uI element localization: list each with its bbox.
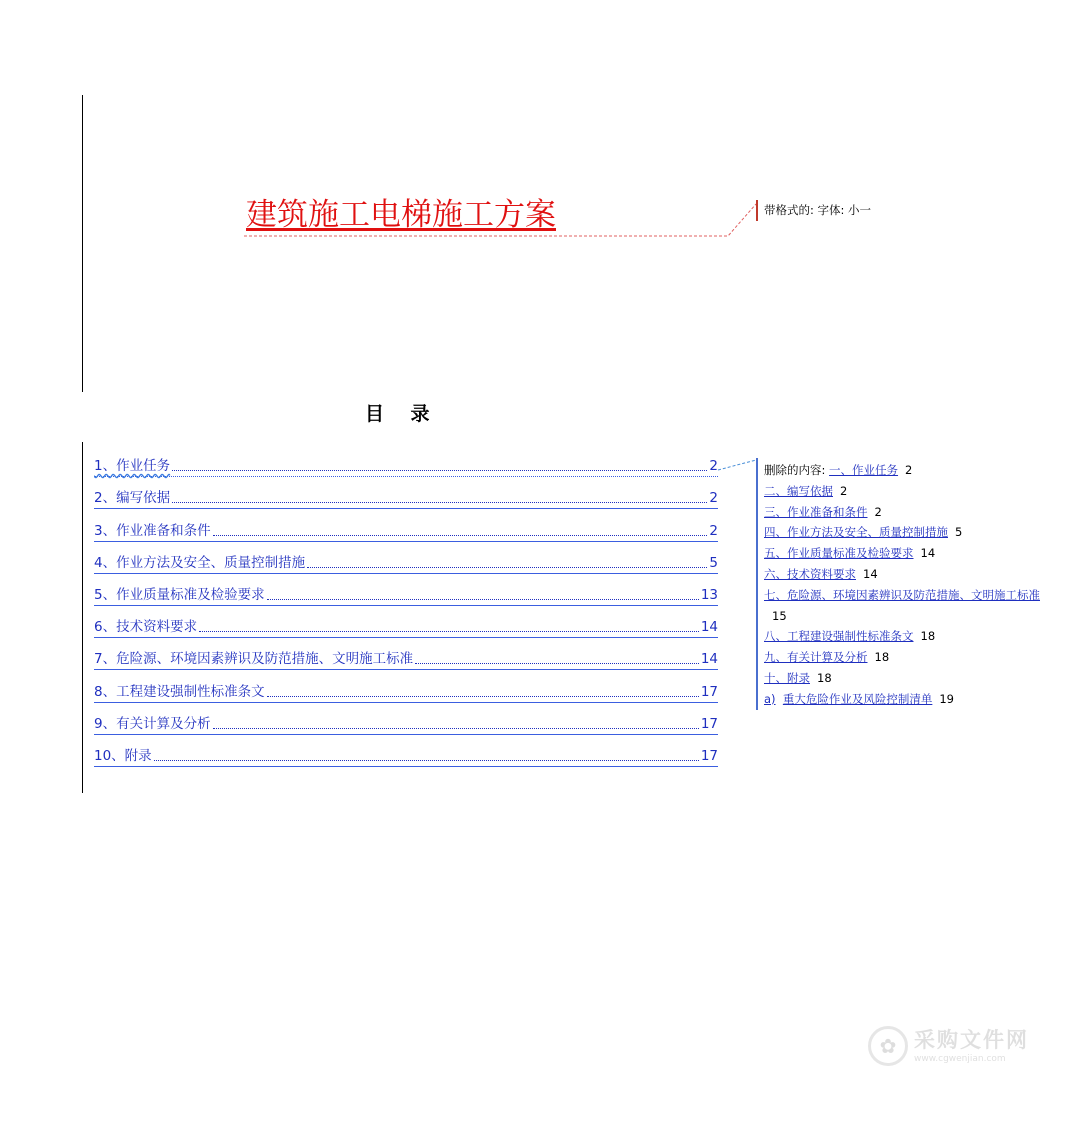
watermark-url: www.cgwenjian.com bbox=[914, 1054, 1006, 1064]
deleted-item[interactable] bbox=[764, 543, 1040, 564]
toc-row[interactable] bbox=[94, 644, 718, 676]
deleted-item-text: 十、附录 bbox=[764, 670, 810, 685]
toc-dot-leader bbox=[267, 696, 699, 697]
document-title[interactable]: 建筑施工电梯施工方案 bbox=[246, 197, 556, 233]
toc-row[interactable] bbox=[94, 483, 718, 515]
toc-dot-leader bbox=[213, 728, 699, 729]
deleted-item-page: 18 bbox=[920, 629, 936, 644]
deleted-item-page: 14 bbox=[920, 546, 936, 561]
deleted-item-text: 三、作业准备和条件 bbox=[764, 504, 868, 519]
toc-page-number: 2 bbox=[709, 522, 718, 539]
toc-page-number: 17 bbox=[700, 747, 718, 764]
toc-page-number: 5 bbox=[709, 554, 718, 571]
deleted-leader-line bbox=[718, 460, 756, 470]
toc-page-number: 14 bbox=[700, 651, 718, 668]
deleted-item-page: 2 bbox=[905, 463, 913, 477]
toc-row[interactable] bbox=[94, 709, 718, 741]
change-bar-top bbox=[82, 95, 83, 392]
deleted-subitem[interactable] bbox=[764, 689, 1040, 710]
toc-dot-leader bbox=[154, 760, 699, 761]
toc-page-number: 14 bbox=[700, 619, 718, 636]
toc-page-number: 2 bbox=[709, 458, 718, 475]
toc-dot-leader bbox=[172, 502, 707, 503]
deleted-item-page: 18 bbox=[817, 670, 832, 685]
toc-entry-text: 10、附录 bbox=[94, 747, 152, 764]
toc-dot-leader bbox=[172, 470, 707, 471]
deleted-item[interactable] bbox=[764, 481, 1040, 502]
deleted-item[interactable] bbox=[764, 647, 1040, 668]
deleted-item-text: 六、技术资料要求 bbox=[764, 566, 856, 581]
deleted-item-text: 五、作业质量标准及检验要求 bbox=[764, 546, 914, 561]
toc-row[interactable] bbox=[94, 580, 718, 612]
toc-entry-text: 2、编写依据 bbox=[94, 490, 171, 507]
deleted-item-text: 七、危险源、环境因素辨识及防范措施、文明施工标准 bbox=[764, 587, 1040, 602]
deleted-item[interactable] bbox=[764, 522, 1040, 543]
table-of-contents bbox=[94, 451, 718, 773]
deleted-subitem-page: 19 bbox=[939, 691, 954, 706]
deleted-subitem-text: 重大危险作业及风险控制清单 bbox=[782, 691, 933, 706]
toc-page-number: 17 bbox=[700, 683, 718, 700]
toc-entry-text: 5、作业质量标准及检验要求 bbox=[94, 586, 265, 603]
deleted-item-text: 二、编写依据 bbox=[764, 483, 833, 498]
watermark-name: 采购文件网 bbox=[914, 1028, 1029, 1052]
deleted-item-page: 14 bbox=[863, 566, 878, 581]
deleted-item-text: 九、有关计算及分析 bbox=[764, 650, 868, 665]
toc-entry-text: 3、作业准备和条件 bbox=[94, 522, 211, 539]
watermark-logo-icon: ✿ bbox=[868, 1026, 908, 1066]
format-comment-balloon[interactable] bbox=[756, 200, 871, 221]
deleted-item-page: 5 bbox=[955, 525, 963, 540]
deleted-item-text: 一、作业任务 bbox=[829, 463, 899, 477]
toc-entry-text: 6、技术资料要求 bbox=[94, 619, 198, 636]
toc-entry-text: 9、有关计算及分析 bbox=[94, 715, 211, 732]
toc-entry-text: 4、作业方法及安全、质量控制措施 bbox=[94, 554, 306, 571]
toc-entry-text: 8、工程建设强制性标准条文 bbox=[94, 683, 265, 700]
toc-page-number: 13 bbox=[700, 586, 718, 603]
deleted-item[interactable] bbox=[764, 668, 1040, 689]
toc-dot-leader bbox=[199, 631, 699, 632]
deleted-item[interactable] bbox=[764, 460, 1040, 481]
toc-dot-leader bbox=[415, 663, 699, 664]
toc-row[interactable] bbox=[94, 451, 718, 483]
deleted-item-page-wrapped: 15 bbox=[772, 608, 787, 623]
watermark-text bbox=[914, 1027, 1029, 1065]
toc-entry-text: 7、危险源、环境因素辨识及防范措施、文明施工标准 bbox=[94, 651, 414, 668]
deleted-item-page: 18 bbox=[874, 650, 890, 665]
deleted-item[interactable] bbox=[764, 626, 1040, 647]
toc-row[interactable] bbox=[94, 612, 718, 644]
deleted-item-page: 2 bbox=[840, 483, 848, 498]
deleted-comment-balloon[interactable] bbox=[756, 458, 1040, 710]
change-bar-bottom bbox=[82, 442, 83, 793]
toc-page-number: 17 bbox=[700, 715, 718, 732]
toc-dot-leader bbox=[213, 535, 708, 536]
format-comment-text: 带格式的: 字体: 小一 bbox=[764, 203, 872, 217]
deleted-label: 删除的内容: bbox=[764, 463, 830, 477]
deleted-item[interactable] bbox=[764, 502, 1040, 523]
deleted-item[interactable] bbox=[764, 564, 1040, 585]
deleted-item-text: 八、工程建设强制性标准条文 bbox=[764, 629, 914, 644]
deleted-item-text: 四、作业方法及安全、质量控制措施 bbox=[764, 525, 948, 540]
deleted-item[interactable] bbox=[764, 585, 1040, 606]
toc-dot-leader bbox=[307, 567, 707, 568]
toc-row[interactable] bbox=[94, 676, 718, 708]
toc-page-number: 2 bbox=[709, 490, 718, 507]
deleted-subitem-marker: a) bbox=[764, 691, 776, 706]
deleted-item-page: 2 bbox=[874, 504, 882, 519]
toc-dot-leader bbox=[267, 599, 699, 600]
toc-row[interactable] bbox=[94, 741, 718, 773]
toc-entry-text: 1、作业任务 bbox=[94, 458, 171, 475]
toc-heading: 目 录 bbox=[365, 403, 430, 425]
toc-row[interactable] bbox=[94, 548, 718, 580]
toc-row[interactable] bbox=[94, 515, 718, 547]
watermark bbox=[868, 1026, 1029, 1066]
